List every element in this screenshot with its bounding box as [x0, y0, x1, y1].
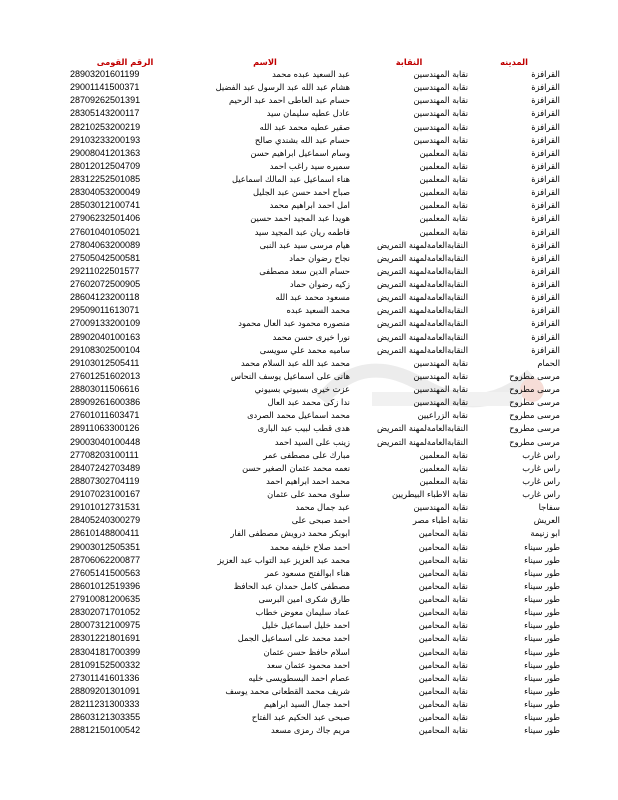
union-cell: نقابة المهندسين [413, 502, 468, 513]
city-cell: مرسى مطروح [509, 384, 560, 395]
table-row [70, 606, 560, 619]
national-id-cell: 28903201601199 [70, 69, 140, 80]
name-cell: محمد اسماعيل محمد الصردى [247, 410, 350, 421]
national-id-cell: 27301141601336 [70, 672, 140, 683]
name-cell: فاطمه ريان عبد المجيد سيد [254, 226, 350, 237]
union-cell: النقابةالعامةلمهنة التمريض [377, 305, 468, 316]
name-cell: هناء ابوالفتح مسعود عمر [264, 567, 350, 578]
national-id-cell: 28007312100975 [70, 620, 141, 631]
national-id-cell: 29003040100448 [70, 436, 141, 447]
table-row [70, 632, 560, 645]
table-row [70, 357, 560, 370]
city-cell: طور سيناء [524, 725, 560, 736]
city-cell: طور سيناء [524, 554, 560, 565]
table-row [70, 659, 560, 672]
national-id-cell: 28601012519396 [70, 580, 141, 591]
union-cell: نقابة المحامين [418, 685, 468, 696]
union-cell: نقابة المعلمين [419, 147, 468, 158]
name-cell: نورا خيرى حسن محمد [272, 331, 350, 342]
header-union: النقابة [395, 56, 423, 67]
name-cell: صبحى عبد الحكيم عبد الفتاح [251, 712, 350, 723]
table-row [70, 541, 560, 554]
table-row [70, 724, 560, 737]
city-cell: مرسى مطروح [509, 436, 560, 447]
city-cell: القرافزة [531, 121, 560, 132]
name-cell: احمد صبحى على [291, 515, 350, 526]
city-cell: ابو زنيمة [530, 528, 560, 539]
name-cell: امل احمد ابراهيم محمد [269, 200, 350, 211]
national-id-cell: 27804063200089 [70, 239, 141, 250]
national-id-cell: 28803011506616 [70, 384, 140, 395]
union-cell: نقابة المحامين [418, 699, 468, 710]
national-id-cell: 28902040100163 [70, 331, 141, 342]
city-cell: طور سيناء [524, 685, 560, 696]
union-cell: نقابة المهندسين [413, 357, 468, 368]
name-cell: مريم جاك رمزى مسعد [271, 725, 350, 736]
table-row [70, 344, 560, 357]
city-cell: طور سيناء [524, 620, 560, 631]
table-row [70, 199, 560, 212]
table-row [70, 449, 560, 462]
national-id-cell: 28304181700399 [70, 646, 141, 657]
name-cell: عماد سليمان معوض خطاب [255, 607, 350, 618]
city-cell: طور سيناء [524, 567, 560, 578]
national-id-cell: 28302071701052 [70, 607, 141, 618]
name-cell: عزت خيرى بسيوني بسيوني [254, 384, 350, 395]
national-id-cell: 28012012504709 [70, 160, 141, 171]
city-cell: القرافزة [531, 82, 560, 93]
national-id-cell: 27910081200635 [70, 594, 141, 605]
union-cell: النقابةالعامةلمهنة التمريض [377, 331, 468, 342]
union-cell: نقابة المحامين [418, 567, 468, 578]
city-cell: القرافزة [531, 239, 560, 250]
table-row [70, 68, 560, 81]
table-row [70, 370, 560, 383]
union-cell: نقابة المحامين [418, 607, 468, 618]
city-cell: القرافزة [531, 108, 560, 119]
header-city: المدينه [500, 56, 528, 67]
name-cell: هدى قطب لبيب عبد البارى [257, 423, 350, 434]
table-row [70, 383, 560, 396]
city-cell: القرافزة [531, 187, 560, 198]
national-id-cell: 29008041201363 [70, 147, 141, 158]
national-id-cell: 28312252501085 [70, 174, 141, 185]
name-cell: شريف محمد القطعانى محمد يوسف [225, 685, 350, 696]
name-cell: ابوبكر محمد درويش مصطفى الفار [230, 528, 350, 539]
national-id-cell: 28210253200219 [70, 121, 141, 132]
national-id-cell: 28304053200049 [70, 187, 141, 198]
union-cell: النقابةالعامةلمهنة التمريض [377, 265, 468, 276]
city-cell: القرافزة [531, 318, 560, 329]
name-cell: زكيه رضوان حماد [289, 279, 350, 290]
union-cell: النقابةالعامةلمهنة التمريض [377, 252, 468, 263]
name-cell: احمد محمود عثمان سعد [266, 659, 350, 670]
table-row [70, 331, 560, 344]
national-id-cell: 28809201301091 [70, 685, 141, 696]
union-cell: نقابة المحامين [418, 659, 468, 670]
union-cell: نقابة المعلمين [419, 449, 468, 460]
table-row [70, 488, 560, 501]
name-cell: زينب على السيد احمد [274, 436, 350, 447]
name-cell: احمد جمال السيد ابراهيم [264, 699, 350, 710]
union-cell: نقابة المعلمين [419, 475, 468, 486]
national-id-cell: 29211022501577 [70, 265, 140, 276]
union-cell: نقابة المحامين [418, 672, 468, 683]
union-cell: نقابة المحامين [418, 633, 468, 644]
table-row [70, 160, 560, 173]
national-id-cell: 29103012505411 [70, 357, 140, 368]
union-cell: النقابةالعامةلمهنة التمريض [377, 318, 468, 329]
table-row [70, 107, 560, 120]
table-row [70, 409, 560, 422]
table-row [70, 239, 560, 252]
name-cell: وسام اسماعيل ابراهيم حسن [250, 147, 350, 158]
table-row [70, 291, 560, 304]
header-name: الاسم [253, 56, 277, 67]
table-row [70, 226, 560, 239]
table-row [70, 593, 560, 606]
name-cell: هيام مرسى سيد عبد النبى [259, 239, 350, 250]
union-cell: نقابة المعلمين [419, 200, 468, 211]
table-row [70, 554, 560, 567]
city-cell: القرافزة [531, 226, 560, 237]
national-id-cell: 29103233200193 [70, 134, 141, 145]
national-id-cell: 28706062200877 [70, 554, 141, 565]
union-cell: نقابة المهندسين [413, 95, 468, 106]
name-cell: سميره سيد راغب احمد [269, 160, 350, 171]
union-cell: نقابة المعلمين [419, 160, 468, 171]
national-id-cell: 29001141500371 [70, 82, 140, 93]
national-id-cell: 29509011613071 [70, 305, 140, 316]
table-row [70, 462, 560, 475]
table-row [70, 514, 560, 527]
city-cell: مرسى مطروح [509, 423, 560, 434]
city-cell: القرافزة [531, 95, 560, 106]
national-id-cell: 28909261600386 [70, 397, 141, 408]
city-cell: القرافزة [531, 174, 560, 185]
name-cell: هويدا عبد المجيد احمد حسين [250, 213, 350, 224]
city-cell: القرافزة [531, 331, 560, 342]
city-cell: راس غارب [522, 462, 560, 473]
city-cell: طور سيناء [524, 659, 560, 670]
city-cell: راس غارب [522, 475, 560, 486]
name-cell: محمد احمد ابراهيم احمد [266, 475, 350, 486]
table-row [70, 672, 560, 685]
city-cell: القرافزة [531, 213, 560, 224]
table-row [70, 252, 560, 265]
table-row [70, 94, 560, 107]
city-cell: القرافزة [531, 69, 560, 80]
national-id-cell: 27601251602013 [70, 370, 141, 381]
national-id-cell: 27601040105021 [70, 226, 141, 237]
city-cell: سفاجا [538, 502, 560, 513]
table-row [70, 212, 560, 225]
name-cell: حسام الدين سعد مصطفى [259, 265, 350, 276]
table-row [70, 685, 560, 698]
national-id-cell: 28211231300333 [70, 699, 140, 710]
national-id-cell: 28305143200117 [70, 108, 140, 119]
national-id-cell: 28807302704119 [70, 475, 140, 486]
city-cell: طور سيناء [524, 712, 560, 723]
union-cell: نقابة المهندسين [413, 397, 468, 408]
union-cell: نقابة المحامين [418, 712, 468, 723]
city-cell: القرافزة [531, 292, 560, 303]
national-id-cell: 29107023100167 [70, 489, 141, 500]
national-id-cell: 28503012100741 [70, 200, 141, 211]
union-cell: نقابة المحامين [418, 541, 468, 552]
union-cell: نقابة المعلمين [419, 462, 468, 473]
city-cell: طور سيناء [524, 607, 560, 618]
members-table [70, 55, 560, 737]
table-row [70, 422, 560, 435]
city-cell: القرافزة [531, 279, 560, 290]
national-id-cell: 28603121303355 [70, 712, 141, 723]
table-row [70, 475, 560, 488]
city-cell: طور سيناء [524, 541, 560, 552]
name-cell: حسام عبد العاطى احمد عبد الرحيم [228, 95, 350, 106]
union-cell: نقابة المهندسين [413, 69, 468, 80]
union-cell: نقابة المعلمين [419, 213, 468, 224]
union-cell: نقابة المعلمين [419, 226, 468, 237]
name-cell: صقير عطيه محمد عبد الله [259, 121, 350, 132]
national-id-cell: 28407242703489 [70, 462, 141, 473]
city-cell: القرافزة [531, 344, 560, 355]
city-cell: طور سيناء [524, 699, 560, 710]
city-cell: القرافزة [531, 134, 560, 145]
union-cell: نقابة الاطباء البيطريين [392, 489, 468, 500]
name-cell: احمد خليل اسماعيل خليل [261, 620, 350, 631]
table-header-row [70, 55, 560, 68]
name-cell: محمد عبد العزيز عبد التواب عبد العزيز [217, 554, 350, 565]
union-cell: نقابة المهندسين [413, 370, 468, 381]
table-row [70, 265, 560, 278]
national-id-cell: 27009133200109 [70, 318, 141, 329]
city-cell: القرافزة [531, 147, 560, 158]
city-cell: القرافزة [531, 160, 560, 171]
city-cell: طور سيناء [524, 646, 560, 657]
name-cell: حسام عبد الله بشندي صالح [254, 134, 350, 145]
name-cell: عبد جمال محمد [295, 502, 350, 513]
national-id-cell: 28604123200118 [70, 292, 140, 303]
table-row [70, 147, 560, 160]
city-cell: القرافزة [531, 305, 560, 316]
name-cell: ندا زكى محمد عبد العال [267, 397, 350, 408]
union-cell: نقابة المحامين [418, 725, 468, 736]
national-id-cell: 28911063300126 [70, 423, 140, 434]
city-cell: العريش [533, 515, 560, 526]
table-row [70, 567, 560, 580]
union-cell: النقابةالعامةلمهنة التمريض [377, 239, 468, 250]
name-cell: ساميه محمد علي سويسى [259, 344, 350, 355]
national-id-cell: 28109152500332 [70, 659, 141, 670]
national-id-cell: 29108302500104 [70, 344, 141, 355]
city-cell: مرسى مطروح [509, 370, 560, 381]
name-cell: صباح احمد حسن عبد الجليل [253, 187, 350, 198]
table-row [70, 698, 560, 711]
table-row [70, 501, 560, 514]
city-cell: القرافزة [531, 252, 560, 263]
name-cell: مصطفى كامل حمدان عبد الحافظ [233, 580, 350, 591]
city-cell: القرافزة [531, 265, 560, 276]
union-cell: نقابة المعلمين [419, 174, 468, 185]
name-cell: محمد السعيد عبده [286, 305, 350, 316]
national-id-cell: 27708203100111 [70, 449, 139, 460]
city-cell: راس غارب [522, 489, 560, 500]
union-cell: النقابةالعامةلمهنة التمريض [377, 292, 468, 303]
table-row [70, 304, 560, 317]
union-cell: نقابة المحامين [418, 528, 468, 539]
name-cell: هشام عبد الله عبد الرسول عبد الفضيل [215, 82, 350, 93]
name-cell: هناء اسماعيل عبد المالك اسماعيل [232, 174, 350, 185]
name-cell: سلوى محمد على عثمان [267, 489, 350, 500]
header-national-id: الرقم القومى [96, 56, 154, 67]
national-id-cell: 27602072500905 [70, 279, 141, 290]
city-cell: مرسى مطروح [509, 410, 560, 421]
union-cell: النقابةالعامةلمهنة التمريض [377, 436, 468, 447]
table-row [70, 711, 560, 724]
name-cell: نجاح رضوان حماد [289, 252, 350, 263]
union-cell: نقابة المحامين [418, 620, 468, 631]
name-cell: احمد صلاح خليفه محمد [270, 541, 350, 552]
table-row [70, 619, 560, 632]
name-cell: عصام احمد البسطويسى خليه [248, 672, 350, 683]
city-cell: طور سيناء [524, 633, 560, 644]
union-cell: نقابة المهندسين [413, 134, 468, 145]
table-row [70, 81, 560, 94]
union-cell: نقابة المحامين [418, 580, 468, 591]
name-cell: نعمه محمد عثمان الصغير حسن [242, 462, 350, 473]
table-row [70, 580, 560, 593]
table-row [70, 278, 560, 291]
union-cell: النقابةالعامةلمهنة التمريض [377, 344, 468, 355]
name-cell: هانى على اسماعيل يوسف النحاس [230, 370, 350, 381]
national-id-cell: 28812150100542 [70, 725, 141, 736]
name-cell: مسعود محمد عبد الله [275, 292, 350, 303]
union-cell: نقابة المهندسين [413, 82, 468, 93]
city-cell: طور سيناء [524, 672, 560, 683]
city-cell: راس غارب [522, 449, 560, 460]
table-row [70, 121, 560, 134]
national-id-cell: 27601011603471 [70, 410, 140, 421]
name-cell: اسلام حافظ حسن عثمان [263, 646, 350, 657]
union-cell: النقابةالعامةلمهنة التمريض [377, 279, 468, 290]
national-id-cell: 27505042500581 [70, 252, 141, 263]
union-cell: نقابة اطباء مصر [412, 515, 468, 526]
table-row [70, 527, 560, 540]
table-row [70, 173, 560, 186]
union-cell: نقابة المحامين [418, 646, 468, 657]
name-cell: محمد عبد الله عبد السلام محمد [240, 357, 350, 368]
national-id-cell: 27605141500563 [70, 567, 141, 578]
national-id-cell: 28709262501391 [70, 95, 141, 106]
city-cell: طور سيناء [524, 580, 560, 591]
national-id-cell: 28610148800411 [70, 528, 140, 539]
union-cell: نقابة المهندسين [413, 108, 468, 119]
union-cell: نقابة الزراعيين [417, 410, 468, 421]
national-id-cell: 28405240300279 [70, 515, 141, 526]
table-row [70, 396, 560, 409]
national-id-cell: 29003012505351 [70, 541, 141, 552]
union-cell: نقابة المحامين [418, 554, 468, 565]
union-cell: نقابة المهندسين [413, 121, 468, 132]
table-row [70, 436, 560, 449]
name-cell: عادل عطيه سليمان سيد [266, 108, 350, 119]
table-row [70, 317, 560, 330]
national-id-cell: 27906232501406 [70, 213, 141, 224]
union-cell: النقابةالعامةلمهنة التمريض [377, 423, 468, 434]
city-cell: القرافزة [531, 200, 560, 211]
city-cell: الحمام [537, 357, 560, 368]
union-cell: نقابة المعلمين [419, 187, 468, 198]
table-row [70, 186, 560, 199]
table-row [70, 134, 560, 147]
table-row [70, 646, 560, 659]
union-cell: نقابة المحامين [418, 594, 468, 605]
city-cell: مرسى مطروح [509, 397, 560, 408]
city-cell: طور سيناء [524, 594, 560, 605]
national-id-cell: 29101012731531 [70, 502, 141, 513]
name-cell: مبارك على مصطفى عمر [263, 449, 350, 460]
name-cell: عبد السعيد عبده محمد [272, 69, 350, 80]
name-cell: طارق شكرى امين البرسى [258, 594, 350, 605]
union-cell: نقابة المهندسين [413, 384, 468, 395]
name-cell: احمد محمد على اسماعيل الجمل [237, 633, 350, 644]
national-id-cell: 28301221801691 [70, 633, 141, 644]
name-cell: منصوره محمود عبد العال محمود [238, 318, 350, 329]
